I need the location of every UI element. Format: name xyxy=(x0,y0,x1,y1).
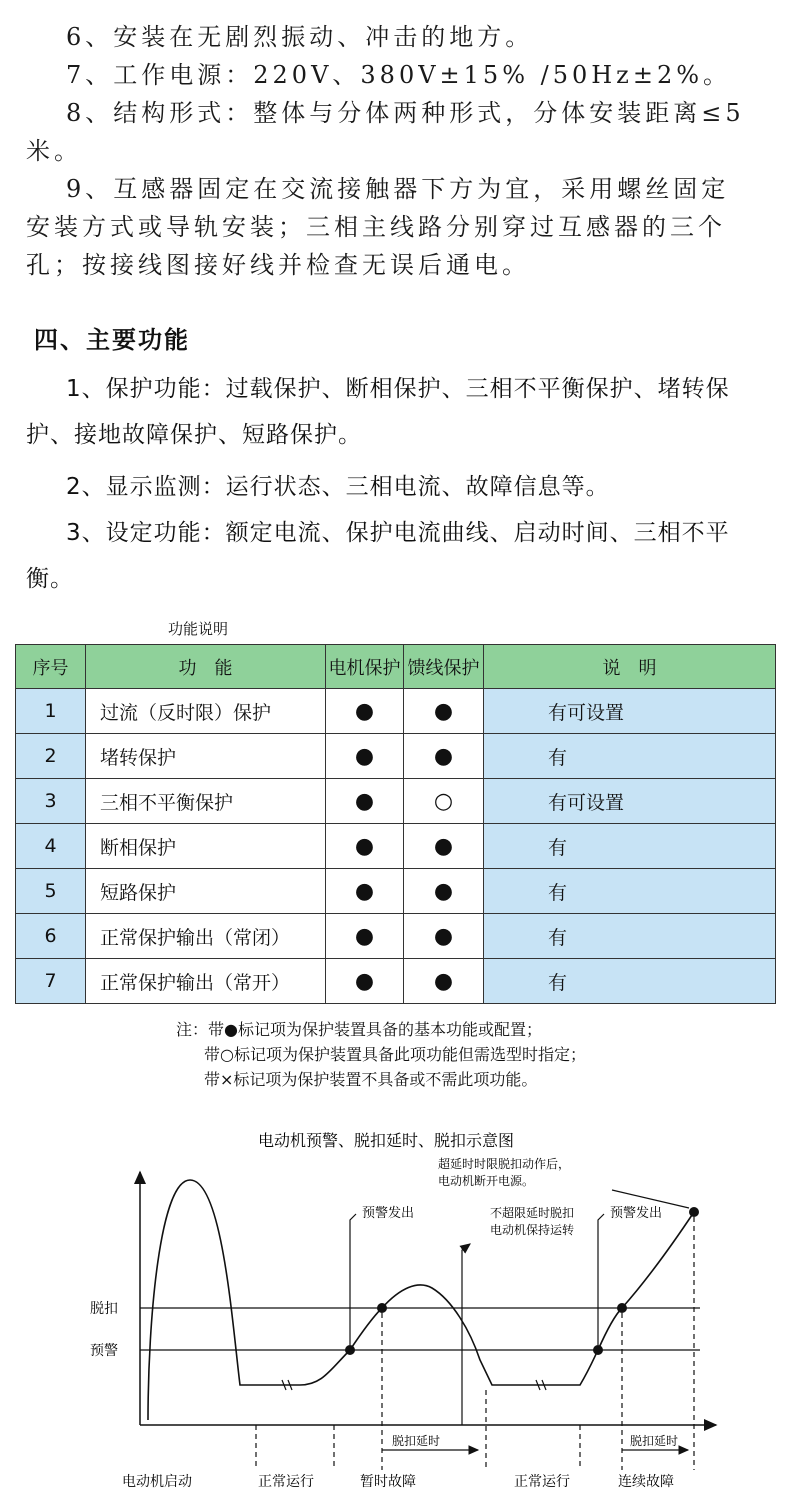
row-feeder-mark: ● xyxy=(404,959,484,1004)
row-desc: 有 xyxy=(484,959,776,1004)
row-desc: 有可设置 xyxy=(484,689,776,734)
no-overrun-note-1: 不超限延时脱扣 xyxy=(490,1206,575,1220)
disconnect-point xyxy=(689,1207,699,1217)
table-notes xyxy=(176,1017,586,1092)
header-motor: 电机保护 xyxy=(326,645,404,689)
function-protection: 1、保护功能：过载保护、断相保护、三相不平衡保护、堵转保护、接地故障保护、短路保护。 xyxy=(26,376,730,448)
row-function: 正常保护输出（常开） xyxy=(86,959,326,1004)
overtime-note-1: 超延时时限脱扣动作后， xyxy=(438,1157,571,1171)
paragraph-9: 9、互感器固定在交流接触器下方为宜，采用螺丝固定安装方式或导轨安装；三相主线路分别穿过互感器的三个孔；按接线图接好线并检查无误后通电。 xyxy=(26,175,730,279)
paragraph-7: 7、工作电源：220V、380V±15% /50Hz±2%。 xyxy=(66,61,732,89)
table-row xyxy=(16,824,776,869)
function-settings: 3、设定功能：额定电流、保护电流曲线、启动时间、三相不平衡。 xyxy=(26,520,730,592)
row-function: 堵转保护 xyxy=(86,734,326,779)
table-row xyxy=(16,869,776,914)
row-function: 三相不平衡保护 xyxy=(86,779,326,824)
row-function: 正常保护输出（常闭） xyxy=(86,914,326,959)
row-feeder-mark: ● xyxy=(404,689,484,734)
row-feeder-mark: ● xyxy=(404,869,484,914)
header-function: 功 能 xyxy=(86,645,326,689)
paragraph-6: 6、安装在无剧烈振动、冲击的地方。 xyxy=(66,23,534,51)
row-no: 2 xyxy=(16,734,86,779)
table-header-row xyxy=(16,645,776,689)
note-line: 带○标记项为保护装置具备此项功能但需选型时指定； xyxy=(204,1045,586,1064)
warn-callout-2 xyxy=(598,1214,604,1345)
row-desc: 有 xyxy=(484,869,776,914)
note-line: 注：带●标记项为保护装置具备的基本功能或配置； xyxy=(176,1020,542,1039)
row-motor-mark: ● xyxy=(326,869,404,914)
row-feeder-mark: ● xyxy=(404,734,484,779)
row-function: 断相保护 xyxy=(86,824,326,869)
paragraph-8: 8、结构形式：整体与分体两种形式，分体安装距离≤5米。 xyxy=(26,99,745,165)
row-no: 7 xyxy=(16,959,86,1004)
row-no: 4 xyxy=(16,824,86,869)
trip-delay-label-1: 脱扣延时 xyxy=(392,1434,441,1448)
trip-delay-label-2: 脱扣延时 xyxy=(630,1434,679,1448)
row-feeder-mark: ○ xyxy=(404,779,484,824)
phase-normal-run-2: 正常运行 xyxy=(514,1474,570,1490)
row-desc: 有 xyxy=(484,824,776,869)
row-no: 6 xyxy=(16,914,86,959)
row-no: 1 xyxy=(16,689,86,734)
table-row xyxy=(16,734,776,779)
table-row xyxy=(16,779,776,824)
row-feeder-mark: ● xyxy=(404,824,484,869)
row-desc: 有 xyxy=(484,734,776,779)
overtime-note-2: 电动机断开电源。 xyxy=(438,1174,535,1188)
row-motor-mark: ● xyxy=(326,914,404,959)
phase-continuous-fault: 连续故障 xyxy=(618,1474,674,1490)
phase-normal-run-1: 正常运行 xyxy=(258,1474,314,1490)
trip-point-1 xyxy=(377,1303,387,1313)
function-display: 2、显示监测：运行状态、三相电流、故障信息等。 xyxy=(66,474,610,500)
row-motor-mark: ● xyxy=(326,734,404,779)
phase-motor-start: 电动机启动 xyxy=(122,1474,192,1490)
phase-temporary-fault: 暂时故障 xyxy=(360,1474,416,1490)
table-row xyxy=(16,914,776,959)
row-function: 过流（反时限）保护 xyxy=(86,689,326,734)
warn-issued-label-1: 预警发出 xyxy=(362,1206,415,1221)
trip-point-2 xyxy=(617,1303,627,1313)
row-feeder-mark: ● xyxy=(404,914,484,959)
function-table xyxy=(15,644,776,1004)
note-line: 带×标记项为保护装置不具备或不需此项功能。 xyxy=(204,1070,538,1089)
warn-point-2 xyxy=(593,1345,603,1355)
row-motor-mark: ● xyxy=(326,824,404,869)
row-desc: 有 xyxy=(484,914,776,959)
warn-point-1 xyxy=(345,1345,355,1355)
trip-label: 脱扣 xyxy=(90,1301,118,1317)
header-feeder: 馈线保护 xyxy=(404,645,484,689)
warn-callout-1 xyxy=(350,1214,356,1345)
table-row xyxy=(16,689,776,734)
row-no: 5 xyxy=(16,869,86,914)
diagram-title: 电动机预警、脱扣延时、脱扣示意图 xyxy=(258,1131,515,1150)
header-no: 序号 xyxy=(16,645,86,689)
table-caption: 功能说明 xyxy=(168,620,229,638)
row-motor-mark: ● xyxy=(326,959,404,1004)
row-function: 短路保护 xyxy=(86,869,326,914)
row-motor-mark: ● xyxy=(326,689,404,734)
row-desc: 有可设置 xyxy=(484,779,776,824)
no-overrun-note-2: 电动机保持运转 xyxy=(490,1223,575,1237)
warn-label: 预警 xyxy=(90,1343,118,1359)
row-motor-mark: ● xyxy=(326,779,404,824)
header-desc: 说 明 xyxy=(484,645,776,689)
trip-diagram xyxy=(0,1120,800,1500)
warn-issued-label-2: 预警发出 xyxy=(610,1206,663,1221)
section-heading: 四、主要功能 xyxy=(34,326,190,354)
table-row xyxy=(16,959,776,1004)
row-no: 3 xyxy=(16,779,86,824)
